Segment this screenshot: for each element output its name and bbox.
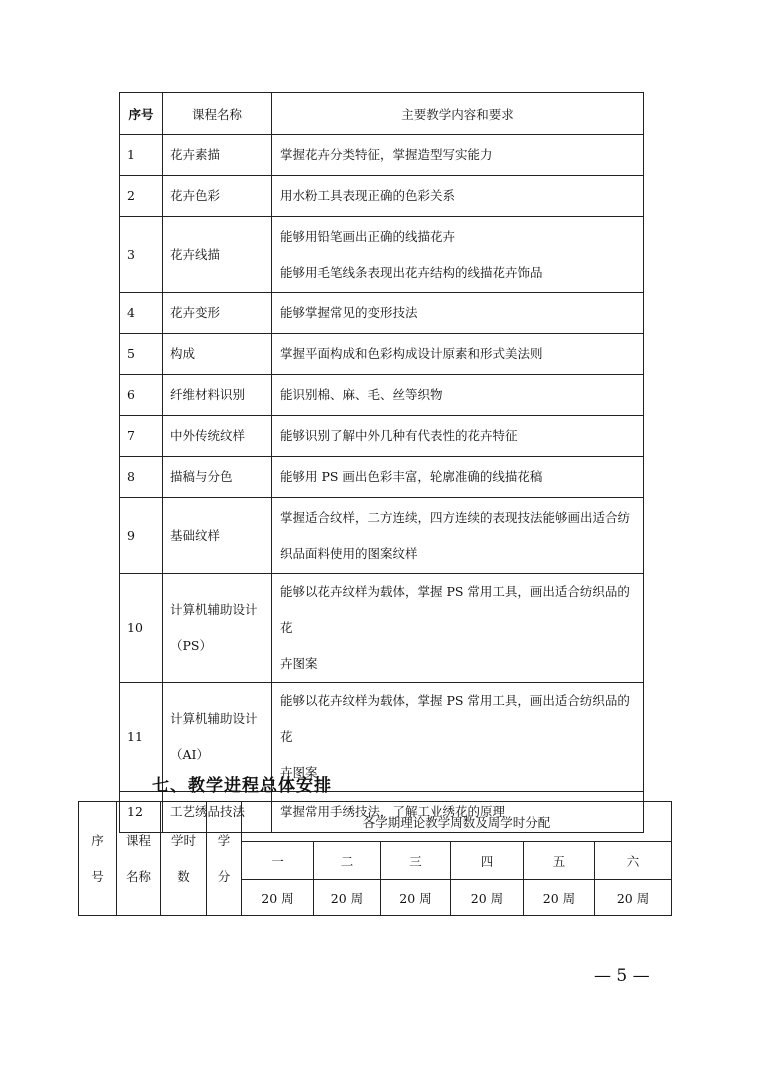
- table-row: [120, 176, 644, 217]
- content-line: 能够掌握常见的变形技法: [280, 305, 418, 320]
- content-line: 掌握适合纹样，二方连续，四方连续的表现技法能够画出适合纺: [280, 509, 631, 525]
- content-line: 能够以花卉纹样为载体，掌握 PS 常用工具，画出适合纺织品的花: [280, 693, 630, 744]
- weeks-cell: 20 周: [595, 880, 672, 916]
- row-course-name: [163, 457, 272, 498]
- course-name-line: 工艺绣品技法: [170, 804, 246, 819]
- row-content: [272, 574, 644, 683]
- row-content: [272, 498, 644, 574]
- schedule-header-credits: 学 分: [207, 802, 242, 916]
- course-name-line: 基础纹样: [170, 527, 221, 543]
- row-content: [272, 135, 644, 176]
- schedule-table: [78, 801, 672, 916]
- weeks-cell: 20 周: [314, 880, 381, 916]
- schedule-header-no: 序 号: [79, 802, 117, 916]
- content-line: 掌握常用手绣技法，了解工业绣花的原理: [280, 804, 506, 819]
- row-course-name: [163, 176, 272, 217]
- content-line: 掌握平面构成和色彩构成设计原素和形式美法则: [280, 346, 543, 361]
- row-course-name: [163, 293, 272, 334]
- weeks-cell: 20 周: [524, 880, 595, 916]
- course-name-line: 中外传统纹样: [170, 428, 246, 443]
- course-name-line: 计算机辅助设计: [170, 602, 258, 617]
- table-row: [120, 334, 644, 375]
- schedule-header-hours: 学时 数: [161, 802, 207, 916]
- row-no: 9: [120, 498, 163, 574]
- content-line: 能够识别了解中外几种有代表性的花卉特征: [280, 428, 518, 443]
- schedule-header-course-name: 课程 名称: [117, 802, 161, 916]
- row-content: [272, 217, 644, 293]
- row-course-name: [163, 574, 272, 683]
- row-content: [272, 293, 644, 334]
- row-course-name: [163, 217, 272, 293]
- weeks-cell: 20 周: [451, 880, 524, 916]
- table-row: [120, 416, 644, 457]
- row-no: 12: [120, 792, 163, 833]
- row-content: [272, 375, 644, 416]
- content-line: 掌握花卉分类特征，掌握造型写实能力: [280, 147, 493, 162]
- course-name-line: 花卉素描: [170, 147, 221, 162]
- semester-cell: 三: [381, 842, 451, 880]
- weeks-cell: 20 周: [242, 880, 314, 916]
- header-course-name: 课程名称: [163, 93, 272, 135]
- header-no: 序号: [120, 93, 163, 135]
- row-course-name: [163, 135, 272, 176]
- row-content: [272, 457, 644, 498]
- page-number: — 5 —: [594, 966, 650, 986]
- course-name-line: 花卉线描: [170, 246, 221, 262]
- row-no: 5: [120, 334, 163, 375]
- course-name-line: 花卉变形: [170, 305, 221, 320]
- content-line: 能够用铅笔画出正确的线描花卉: [280, 228, 456, 244]
- header-content: 主要教学内容和要求: [272, 93, 644, 135]
- course-content-table: [119, 92, 644, 833]
- section-heading: 七、教学进程总体安排: [152, 776, 332, 796]
- row-course-name: [163, 334, 272, 375]
- row-no: 8: [120, 457, 163, 498]
- table-row: [120, 574, 644, 683]
- content-line: 能够用 PS 画出色彩丰富，轮廓准确的线描花稿: [280, 469, 543, 484]
- course-name-line: 纤维材料识别: [170, 387, 246, 402]
- content-line: 能够用毛笔线条表现出花卉结构的线描花卉饰品: [280, 264, 543, 280]
- content-line: 卉图案: [280, 765, 318, 780]
- row-content: [272, 416, 644, 457]
- course-table-body: [120, 135, 644, 833]
- semester-cell: 一: [242, 842, 314, 880]
- weeks-cell: 20 周: [381, 880, 451, 916]
- row-no: 10: [120, 574, 163, 683]
- row-no: 3: [120, 217, 163, 293]
- row-no: 11: [120, 683, 163, 792]
- row-course-name: [163, 498, 272, 574]
- row-course-name: [163, 375, 272, 416]
- row-no: 2: [120, 176, 163, 217]
- row-no: 4: [120, 293, 163, 334]
- content-line: 能够以花卉纹样为载体，掌握 PS 常用工具，画出适合纺织品的花: [280, 584, 630, 635]
- table-row: [120, 498, 644, 574]
- table-row: [120, 293, 644, 334]
- semester-cell: 四: [451, 842, 524, 880]
- course-name-line: （PS）: [170, 638, 212, 653]
- course-name-line: 计算机辅助设计: [170, 711, 258, 726]
- course-name-line: 花卉色彩: [170, 188, 221, 203]
- semester-cell: 二: [314, 842, 381, 880]
- content-line: 卉图案: [280, 656, 318, 671]
- course-name-line: （AI）: [170, 747, 209, 762]
- schedule-group-header: 各学期理论教学周数及周学时分配: [242, 802, 672, 842]
- table-row: [120, 375, 644, 416]
- row-course-name: [163, 416, 272, 457]
- row-content: [272, 334, 644, 375]
- table-header-row: [120, 93, 644, 135]
- semester-cell: 五: [524, 842, 595, 880]
- course-name-line: 描稿与分色: [170, 469, 233, 484]
- table-row: [120, 217, 644, 293]
- content-line: 织品面料使用的图案纹样: [280, 545, 418, 561]
- content-line: 用水粉工具表现正确的色彩关系: [280, 188, 456, 203]
- row-no: 7: [120, 416, 163, 457]
- row-no: 1: [120, 135, 163, 176]
- table-row: [120, 135, 644, 176]
- row-content: [272, 176, 644, 217]
- row-no: 6: [120, 375, 163, 416]
- content-line: 能识别棉、麻、毛、丝等织物: [280, 387, 443, 402]
- semester-cell: 六: [595, 842, 672, 880]
- course-name-line: 构成: [170, 346, 196, 361]
- table-row: [120, 457, 644, 498]
